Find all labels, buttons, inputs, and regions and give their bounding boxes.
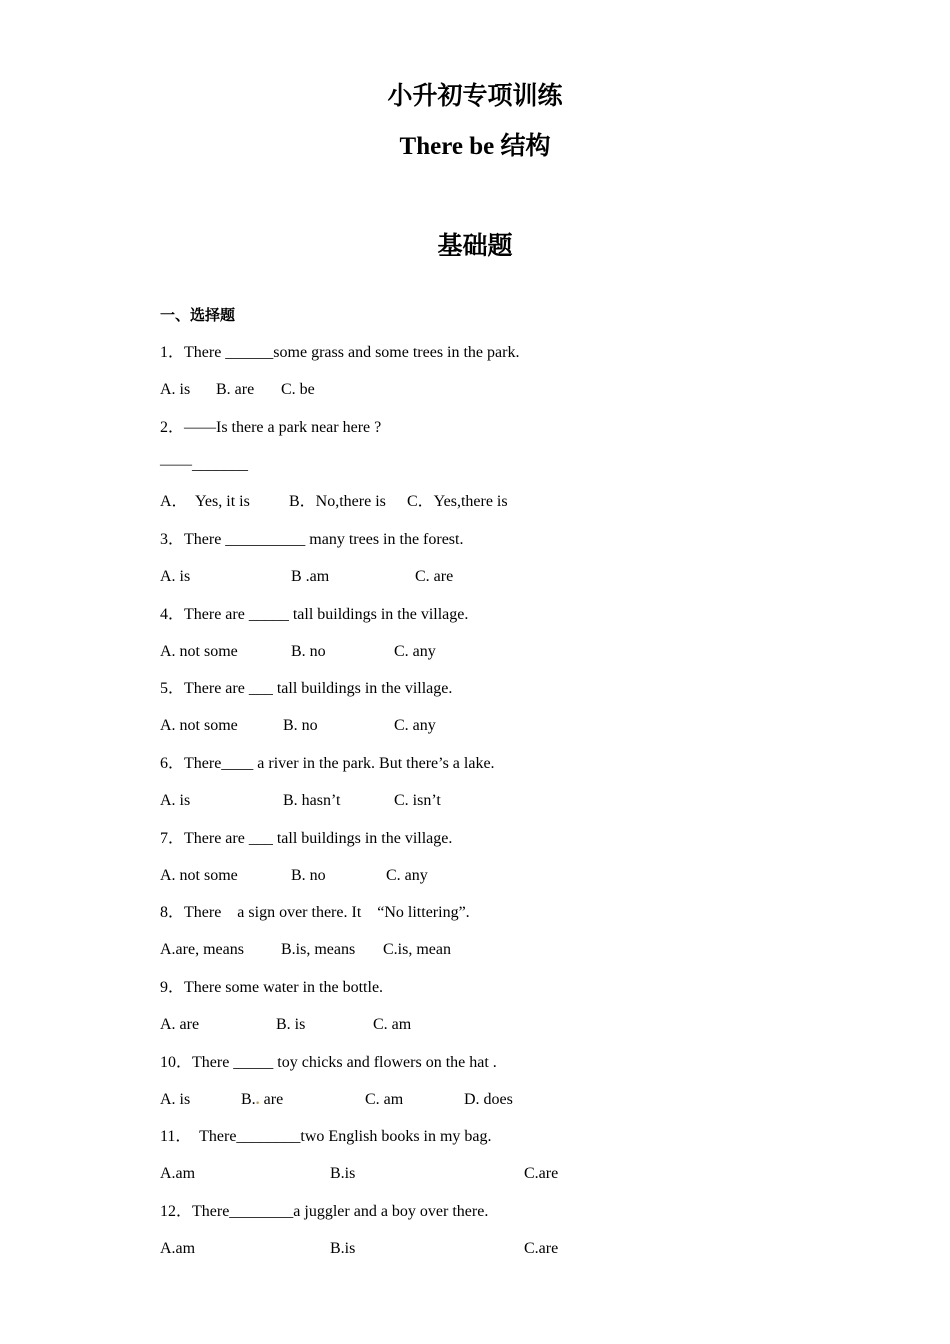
q6-option-c: C. isn’t — [394, 792, 441, 809]
q10-option-c: C. am — [365, 1091, 404, 1108]
question-6: 6．There____ a river in the park. But there’s a lake. — [160, 755, 495, 772]
q7-option-a: A. not some — [160, 867, 238, 884]
q10-option-b — [241, 1089, 283, 1111]
q7-option-c: C. any — [386, 867, 428, 884]
q4-option-a: A. not some — [160, 643, 238, 660]
q10-option-d: D. does — [464, 1091, 513, 1108]
q11-option-c: C.are — [524, 1165, 559, 1182]
question-7: 7．There are ___ tall buildings in the village. — [160, 830, 453, 847]
q2-option-b: B．No,there is — [289, 493, 386, 510]
q6-option-a: A. is — [160, 792, 191, 809]
q11-option-a: A.am — [160, 1165, 196, 1182]
question-9: 9．There some water in the bottle. — [160, 979, 384, 996]
q10-option-a: A. is — [160, 1091, 191, 1108]
q12-option-c: C.are — [524, 1240, 559, 1257]
q2-reply-blank: ——_______ — [160, 456, 248, 473]
question-12: 12．There________a juggler and a boy over there. — [160, 1203, 489, 1220]
q9-option-b: B. is — [276, 1016, 306, 1033]
q6-option-b: B. hasn’t — [283, 792, 341, 809]
subtitle: There be 结构 — [399, 133, 551, 160]
q5-option-c: C. any — [394, 717, 436, 734]
q3-option-a: A. is — [160, 568, 191, 585]
q4-option-b: B. no — [291, 643, 326, 660]
q1-option-a: A. is — [160, 381, 191, 398]
question-1: 1．There ______some grass and some trees in the park. — [160, 344, 520, 361]
main-title: 小升初专项训练 — [387, 83, 563, 110]
q8-option-a: A.are, means — [160, 941, 244, 958]
q10-option-b-dot: . — [255, 1091, 260, 1108]
q11-option-b: B.is — [330, 1165, 356, 1182]
q4-option-c: C. any — [394, 643, 436, 660]
q2-option-c: C．Yes,there is — [407, 493, 508, 510]
q12-option-a: A.am — [160, 1240, 196, 1257]
q9-option-a: A. are — [160, 1016, 200, 1033]
question-4: 4．There are _____ tall buildings in the village. — [160, 606, 469, 623]
q10-option-b-text: are — [259, 1091, 284, 1108]
section-heading: 一、选择题 — [160, 306, 236, 324]
q12-option-b: B.is — [330, 1240, 356, 1257]
question-8: 8．There a sign over there. It “No littering”. — [160, 904, 470, 921]
q3-option-b: B .am — [291, 568, 330, 585]
q5-option-a: A. not some — [160, 717, 238, 734]
question-10: 10．There _____ toy chicks and flowers on the hat . — [160, 1054, 497, 1071]
q7-option-b: B. no — [291, 867, 326, 884]
q8-option-c: C.is, mean — [383, 941, 451, 958]
q8-option-b: B.is, means — [281, 941, 356, 958]
q5-option-b: B. no — [283, 717, 318, 734]
q1-option-b: B. are — [216, 381, 255, 398]
q9-option-c: C. am — [373, 1016, 412, 1033]
question-5: 5．There are ___ tall buildings in the village. — [160, 680, 453, 697]
question-3: 3．There __________ many trees in the forest. — [160, 531, 464, 548]
question-11: 11． There________two English books in my bag. — [160, 1128, 492, 1145]
q1-option-c: C. be — [281, 381, 315, 398]
q3-option-c: C. are — [415, 568, 454, 585]
level-heading: 基础题 — [437, 233, 513, 260]
question-2: 2．——Is there a park near here ? — [160, 419, 382, 436]
q2-option-a: A． Yes, it is — [160, 493, 250, 510]
q10-option-b-letter: B. — [241, 1091, 256, 1108]
